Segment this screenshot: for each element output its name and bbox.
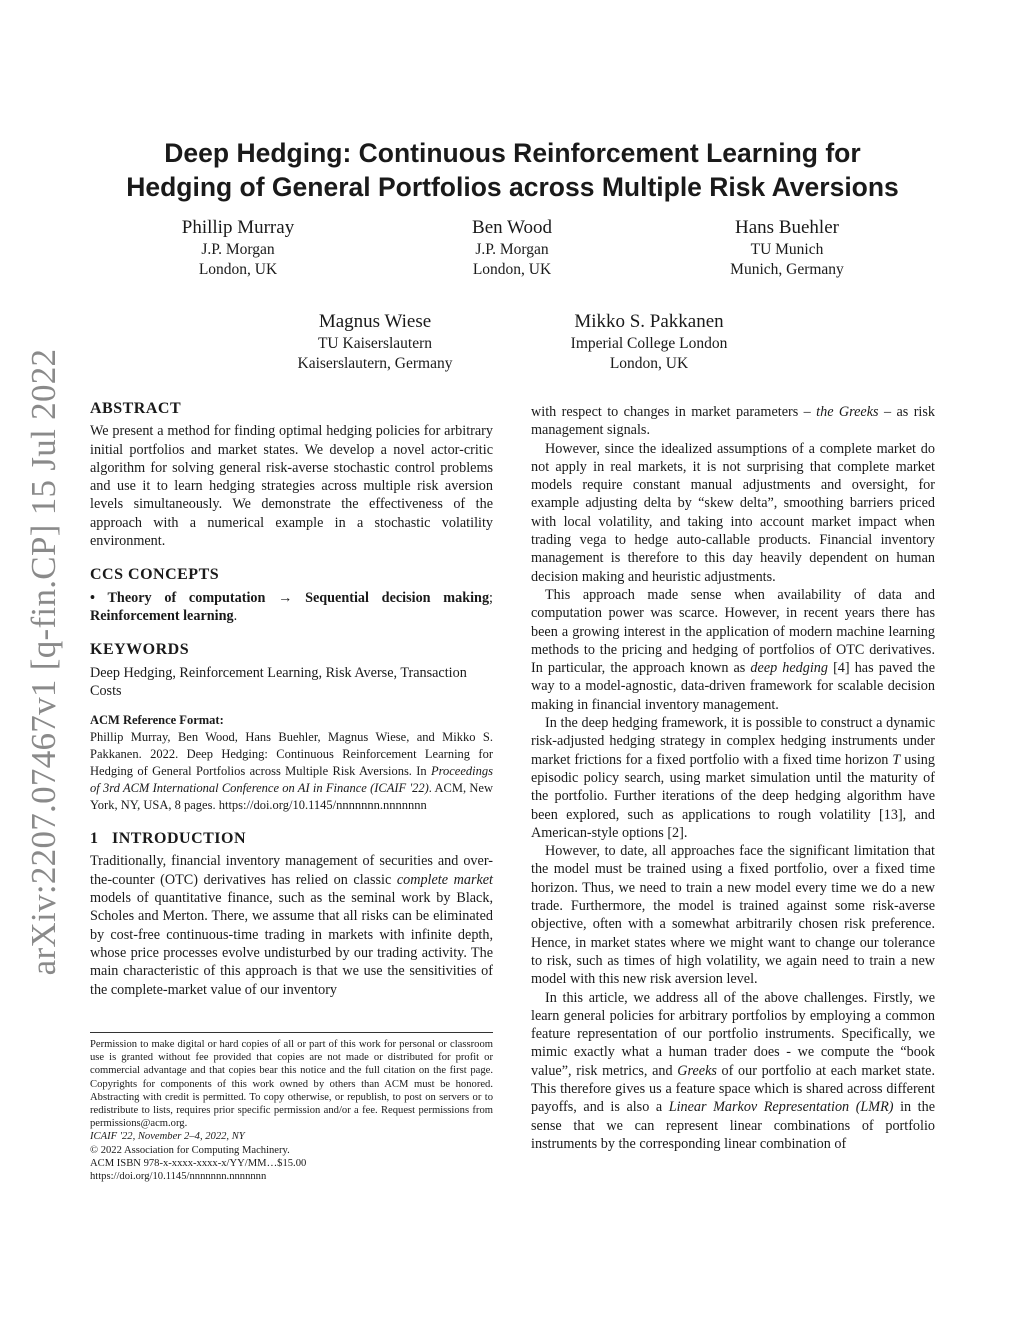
author-affiliation: TU Munich [750, 241, 824, 258]
ccs-concepts [90, 589, 493, 626]
paper-title [90, 136, 935, 204]
copyright-line: © 2022 Association for Computing Machinery. [90, 1144, 290, 1156]
permission-notice: Permission to make digital or hard copies of all or part of this work for personal or classroom use is granted without fee provided that copies are not made or distributed for profit or commercial advantage and that copies bear this notice and the full citation on the first page. Copyrights for components of this work owned by others than ACM must be honored. Abstracting with credit is permitted. To copy otherwise, or republish, to post on servers or to redistribute to lists, requires prior specific permission and/or a fee. Request permissions from permissions@acm.org. [90, 1039, 493, 1130]
body-text: [4] has paved the way to a model-agnostic, data-driven framework for scalable decision making in financial inventory management. [531, 660, 935, 713]
ccs-end: . [233, 607, 238, 624]
ccs-concept: Reinforcement learning [90, 607, 234, 624]
ccs-bullet: • [90, 589, 95, 606]
author-name: Mikko S. Pakkanen [574, 311, 724, 332]
author-name: Magnus Wiese [318, 311, 432, 332]
left-column [90, 400, 493, 999]
copyright-footnote [90, 1038, 493, 1183]
ccs-heading: CCS CONCEPTS [90, 566, 220, 584]
keywords-text: Deep Hedging, Reinforcement Learning, Risk Averse, Transaction Costs [90, 664, 467, 699]
ccs-arrow: → [278, 589, 293, 606]
author-name: Hans Buehler [735, 217, 839, 238]
introduction-heading: 1 INTRODUCTION [90, 830, 247, 848]
title-line-1: Deep Hedging: Continuous Reinforcement Learning for [164, 138, 861, 168]
reference-format-text [90, 729, 493, 814]
intro-emphasis: complete market [396, 871, 493, 888]
reference-format-heading: ACM Reference Format: [90, 713, 224, 728]
reference-doi: . ACM, New York, NY, USA, 8 pages. https://doi.org/10.1145/nnnnnnn.nnnnnnn [90, 781, 493, 813]
author-block [647, 216, 927, 280]
body-text: In the deep hedging framework, it is possible to construct a dynamic risk-adjusted hedging strategy in complex hedging instruments under market frictions for a fixed portfolio with a fixed time horizon [531, 715, 935, 768]
author-location: London, UK [472, 261, 552, 278]
ccs-separator: ; [489, 589, 493, 606]
body-paragraph [531, 714, 935, 842]
body-emphasis: deep hedging [750, 660, 828, 677]
body-paragraph [531, 586, 935, 714]
reference-citation: Phillip Murray, Ben Wood, Hans Buehler, Magnus Wiese, and Mikko S. Pakkanen. 2022. Deep Hedging: Continuous Reinforcement Learning for Hedging of General Portfolios across Multiple Risk Aversions. In [90, 730, 493, 779]
author-affiliation: J.P. Morgan [475, 241, 549, 258]
doi-link: https://doi.org/10.1145/nnnnnnn.nnnnnnn [90, 1171, 267, 1183]
body-emphasis: Greeks [677, 1062, 717, 1079]
author-affiliation: TU Kaiserslautern [317, 335, 433, 352]
abstract-heading: ABSTRACT [90, 400, 182, 417]
body-paragraph [531, 989, 935, 1154]
body-text: using episodic policy search, using market simulation until the maturity of the portfolio. Further iterations of the deep hedging algorithm have been explored, such as applications to rough volatility [13], and American-style options [2]. [531, 751, 935, 841]
author-location: Kaiserslautern, Germany [297, 355, 453, 372]
intro-text: models of quantitative finance, such as the seminal work by Black, Scholes and Merton. There, we assume that all risks can be eliminated by cost-free continuous-time trading in markets with infinite depth, whose price processes evolve undisturbed by our trading activity. The main characteristic of this approach is that we use the sensitivities of the complete-market value of our inventory [90, 890, 493, 998]
ccs-concept: Theory of computation [107, 589, 266, 606]
title-line-2: Hedging of General Portfolios across Multiple Risk Aversions [126, 172, 899, 202]
body-emphasis: T [892, 751, 901, 768]
author-location: London, UK [198, 261, 278, 278]
body-text: – as risk management signals. [531, 404, 935, 439]
body-text: of our portfolio at each market state. This therefore gives us a feature space which is shared across different payoffs, and is also a [531, 1062, 935, 1116]
conference-venue: ICAIF '22, November 2–4, 2022, NY [90, 1131, 245, 1143]
reference-venue: Proceedings of 3rd ACM International Conference on AI in Finance (ICAIF '22) [90, 764, 493, 796]
footnote-rule [90, 1032, 493, 1033]
body-text: This approach made sense when availability of data and computation power was scarce. However, in recent years there has been a growing interest in the application of modern machine learning methods to the pricing and hedging of portfolios of OTC derivatives. In particular, the approach known as [531, 586, 935, 677]
author-location: Munich, Germany [730, 261, 844, 278]
isbn-line: ACM ISBN 978-x-xxxx-xxxx-x/YY/MM…$15.00 [90, 1157, 307, 1169]
intro-text: Traditionally, financial inventory management of securities and over-the-counter (OTC) derivatives has relied on classic [90, 853, 493, 888]
keywords-heading: KEYWORDS [90, 641, 190, 659]
body-text: in the sense that we can represent linear combinations of portfolio instruments by the corresponding linear combination of [531, 1099, 935, 1152]
arxiv-identifier-stamp: arXiv:2207.07467v1 [q-fin.CP] 15 Jul 2022 [24, 348, 63, 976]
author-affiliation: J.P. Morgan [201, 241, 275, 258]
body-paragraph [531, 403, 935, 440]
author-block [235, 310, 515, 374]
abstract-text: We present a method for finding optimal hedging policies for arbitrary initial portfolios and market states. We develop a novel actor-critic algorithm for solving general risk-averse stochastic control problems and use it to learn hedging strategies across multiple risk aversion levels simultaneously. We demonstrate the effectiveness of the approach with a numerical example in a stochastic volatility environment. [90, 423, 493, 550]
author-block [509, 310, 789, 374]
body-paragraph: However, to date, all approaches face the significant limitation that the model must be trained using a fixed portfolio, over a fixed time horizon. Thus, we need to train a new model every time we do a new trade. Furthermore, the model is trained against some risk-averse objective, often with a somewhat arbitrarily chosen risk preference. Hence, in market states where we might want to change our tolerance to risk, such as times of high volatility, we again need to train a new model with this new risk aversion level. [531, 843, 935, 988]
body-paragraph: However, since the idealized assumptions of a complete market do not apply in real markets, it is not surprising that complete market models require constant manual adjustments and oversight, for example adjusting delta by “skew delta”, smoothing barriers priced with local volatility, and taking into account market impact when trading vega to hedge auto-callable products. Financial inventory management is therefore to this day heavily dependent on human decision making and heuristic adjustments. [531, 440, 935, 585]
body-emphasis: the Greeks [816, 404, 879, 420]
author-block [372, 216, 652, 280]
author-location: London, UK [609, 355, 689, 372]
right-column [531, 403, 935, 1153]
author-affiliation: Imperial College London [570, 335, 728, 352]
body-text: In this article, we address all of the above challenges. Firstly, we learn general policies for arbitrary portfolios by employing a common feature representation of our portfolio instruments. Specifically, we mimic exactly what a human trader does - we compute the “book value”, risk metrics, and [531, 989, 935, 1079]
author-name: Ben Wood [472, 217, 552, 238]
ccs-concept: Sequential decision making [305, 589, 490, 606]
introduction-paragraph [90, 852, 493, 998]
body-text: with respect to changes in market parameters – [531, 404, 817, 420]
author-name: Phillip Murray [181, 217, 295, 238]
body-emphasis: Linear Markov Representation (LMR) [668, 1099, 894, 1116]
author-block [98, 216, 378, 280]
